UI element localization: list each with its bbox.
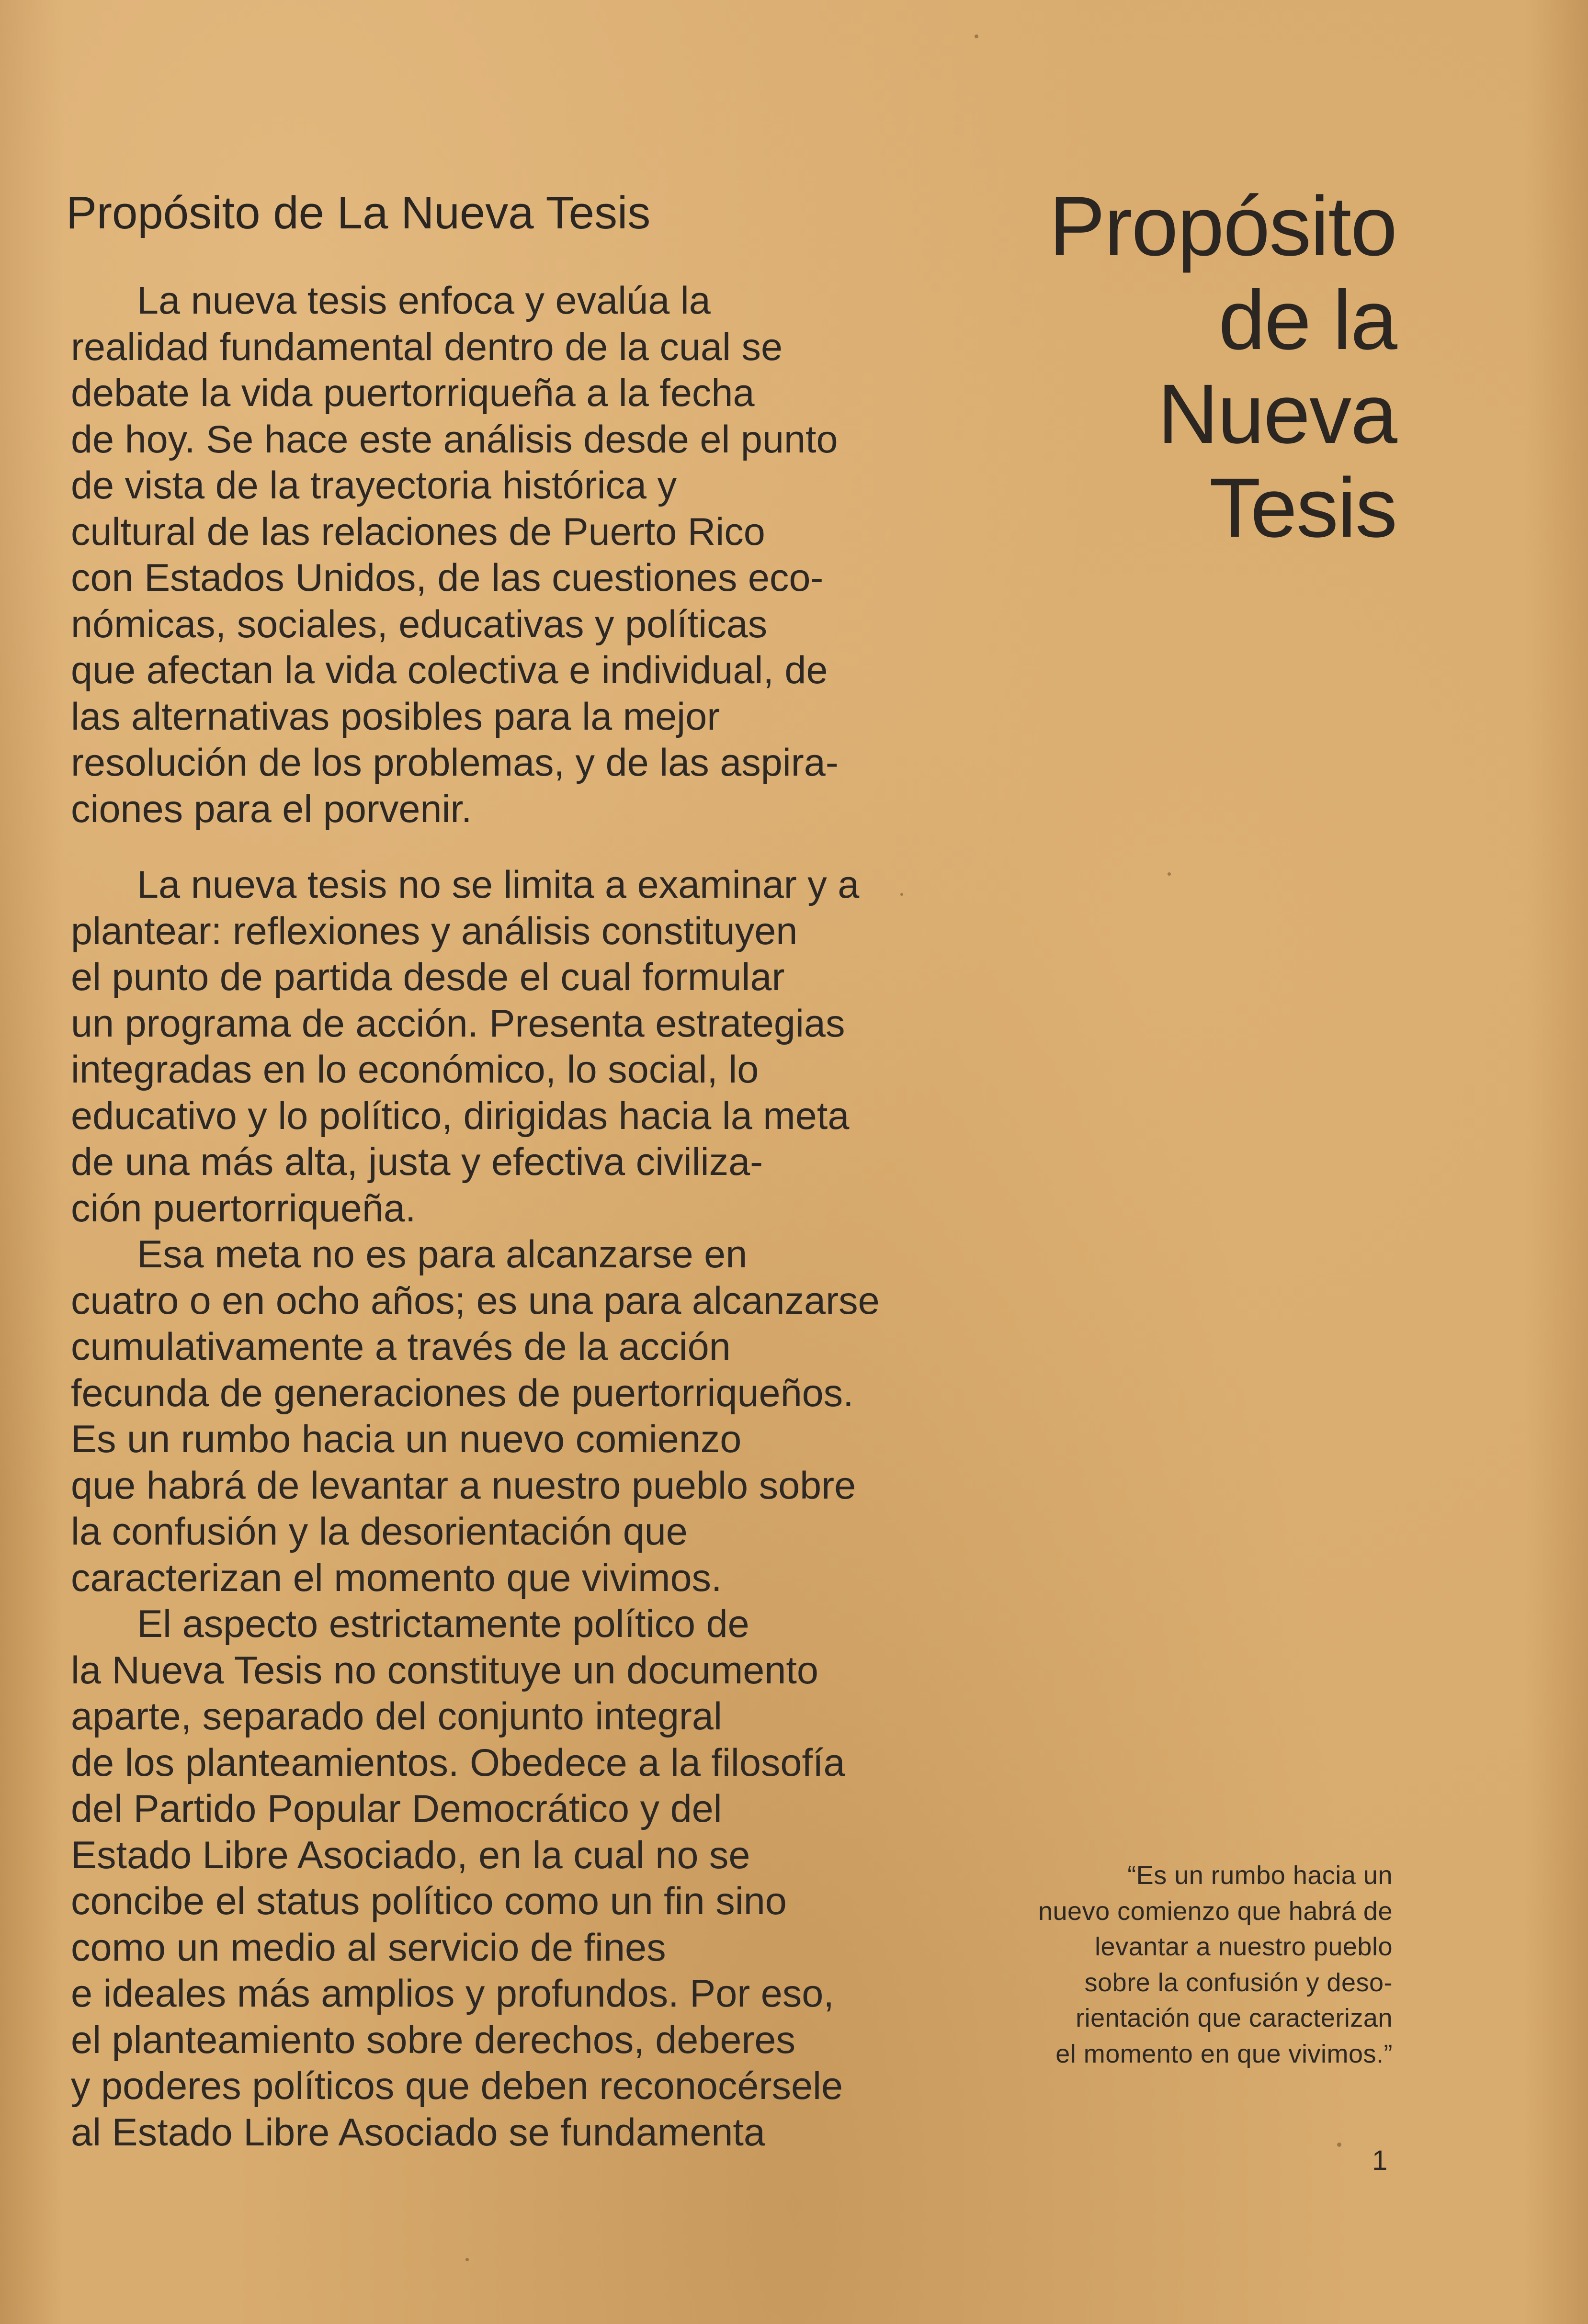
text-line: debate la vida puertorriqueña a la fecha [71, 372, 755, 415]
text-line: ciones para el porvenir. [71, 787, 472, 831]
paper-speck [1337, 2143, 1341, 2147]
text-line: de una más alta, justa y efectiva civiliza- [71, 1140, 763, 1184]
side-title-line: de la [1218, 273, 1396, 367]
pull-quote-line: el momento en que vivimos.” [1055, 2039, 1393, 2068]
text-line: como un medio al servicio de fines [71, 1926, 666, 1969]
text-line: concibe el status político como un fin sino [71, 1880, 787, 1923]
text-line: el punto de partida desde el cual formular [71, 956, 785, 999]
text-line: integradas en lo económico, lo social, lo [71, 1048, 759, 1091]
text-line: e ideales más amplios y profundos. Por eso, [71, 1972, 834, 2015]
text-line: la confusión y la desorientación que [71, 1510, 688, 1553]
text-line: nómicas, sociales, educativas y políticas [71, 602, 768, 646]
page-number: 1 [1372, 2145, 1388, 2176]
running-head: Propósito de La Nueva Tesis [66, 187, 651, 238]
body-text [71, 278, 971, 2155]
pull-quote-line: levantar a nuestro pueblo [1095, 1932, 1393, 1961]
text-line: que afectan la vida colectiva e individual, de [71, 649, 828, 692]
paragraph [71, 278, 971, 832]
text-line: las alternativas posibles para la mejor [71, 695, 720, 738]
text-line: caracterizan el momento que vivimos. [71, 1556, 722, 1600]
side-title-line: Nueva [1157, 367, 1396, 461]
text-line: de hoy. Se hace este análisis desde el punto [71, 417, 838, 461]
text-line: al Estado Libre Asociado se fundamenta [71, 2110, 765, 2154]
paragraph [71, 1601, 971, 2155]
text-line: cumulativamente a través de la acción [71, 1325, 731, 1368]
text-line: la Nueva Tesis no constituye un documento [71, 1648, 818, 1692]
text-line: de los planteamientos. Obedece a la filosofía [71, 1741, 845, 1784]
text-line: que habrá de levantar a nuestro pueblo sobre [71, 1464, 856, 1507]
text-line: cultural de las relaciones de Puerto Rico [71, 510, 765, 553]
side-title [965, 180, 1396, 555]
pull-quote [914, 1858, 1393, 2072]
text-line: del Partido Popular Democrático y del [71, 1787, 722, 1830]
text-line: de vista de la trayectoria histórica y [71, 464, 677, 507]
text-line: plantear: reflexiones y análisis constituyen [71, 909, 798, 953]
text-line: con Estados Unidos, de las cuestiones eco- [71, 556, 824, 599]
text-line: ción puertorriqueña. [71, 1186, 416, 1230]
paper-speck [975, 34, 978, 38]
paper-speck [900, 893, 903, 896]
text-line: Es un rumbo hacia un nuevo comienzo [71, 1418, 742, 1461]
text-line: La nueva tesis no se limita a examinar y a [137, 863, 860, 906]
side-title-line: Tesis [1209, 461, 1396, 555]
pull-quote-line: sobre la confusión y deso- [1084, 1968, 1393, 1997]
text-line: resolución de los problemas, y de las aspira- [71, 741, 839, 784]
text-line: un programa de acción. Presenta estrategias [71, 1002, 845, 1045]
text-line: realidad fundamental dentro de la cual se [71, 325, 783, 369]
paper-speck [1168, 872, 1171, 876]
text-line: El aspecto estrictamente político de [137, 1602, 749, 1646]
paragraph [71, 862, 971, 1231]
text-line: Esa meta no es para alcanzarse en [137, 1233, 748, 1276]
pull-quote-line: nuevo comienzo que habrá de [1038, 1896, 1393, 1926]
text-line: y poderes políticos que deben reconocérsele [71, 2065, 843, 2108]
paragraph [71, 1231, 971, 1601]
text-line: educativo y lo político, dirigidas hacia la meta [71, 1094, 850, 1138]
text-line: fecunda de generaciones de puertorriqueños. [71, 1371, 854, 1415]
pull-quote-line: rientación que caracterizan [1076, 2004, 1393, 2032]
side-title-line: Propósito [1049, 180, 1396, 273]
text-line: cuatro o en ocho años; es una para alcanzarse [71, 1279, 880, 1322]
paper-speck [465, 2258, 469, 2261]
text-line: Estado Libre Asociado, en la cual no se [71, 1833, 750, 1877]
text-line: el planteamiento sobre derechos, deberes [71, 2018, 795, 2062]
text-line: aparte, separado del conjunto integral [71, 1695, 722, 1738]
text-line: La nueva tesis enfoca y evalúa la [137, 279, 711, 322]
pull-quote-line: “Es un rumbo hacia un [1127, 1861, 1393, 1890]
